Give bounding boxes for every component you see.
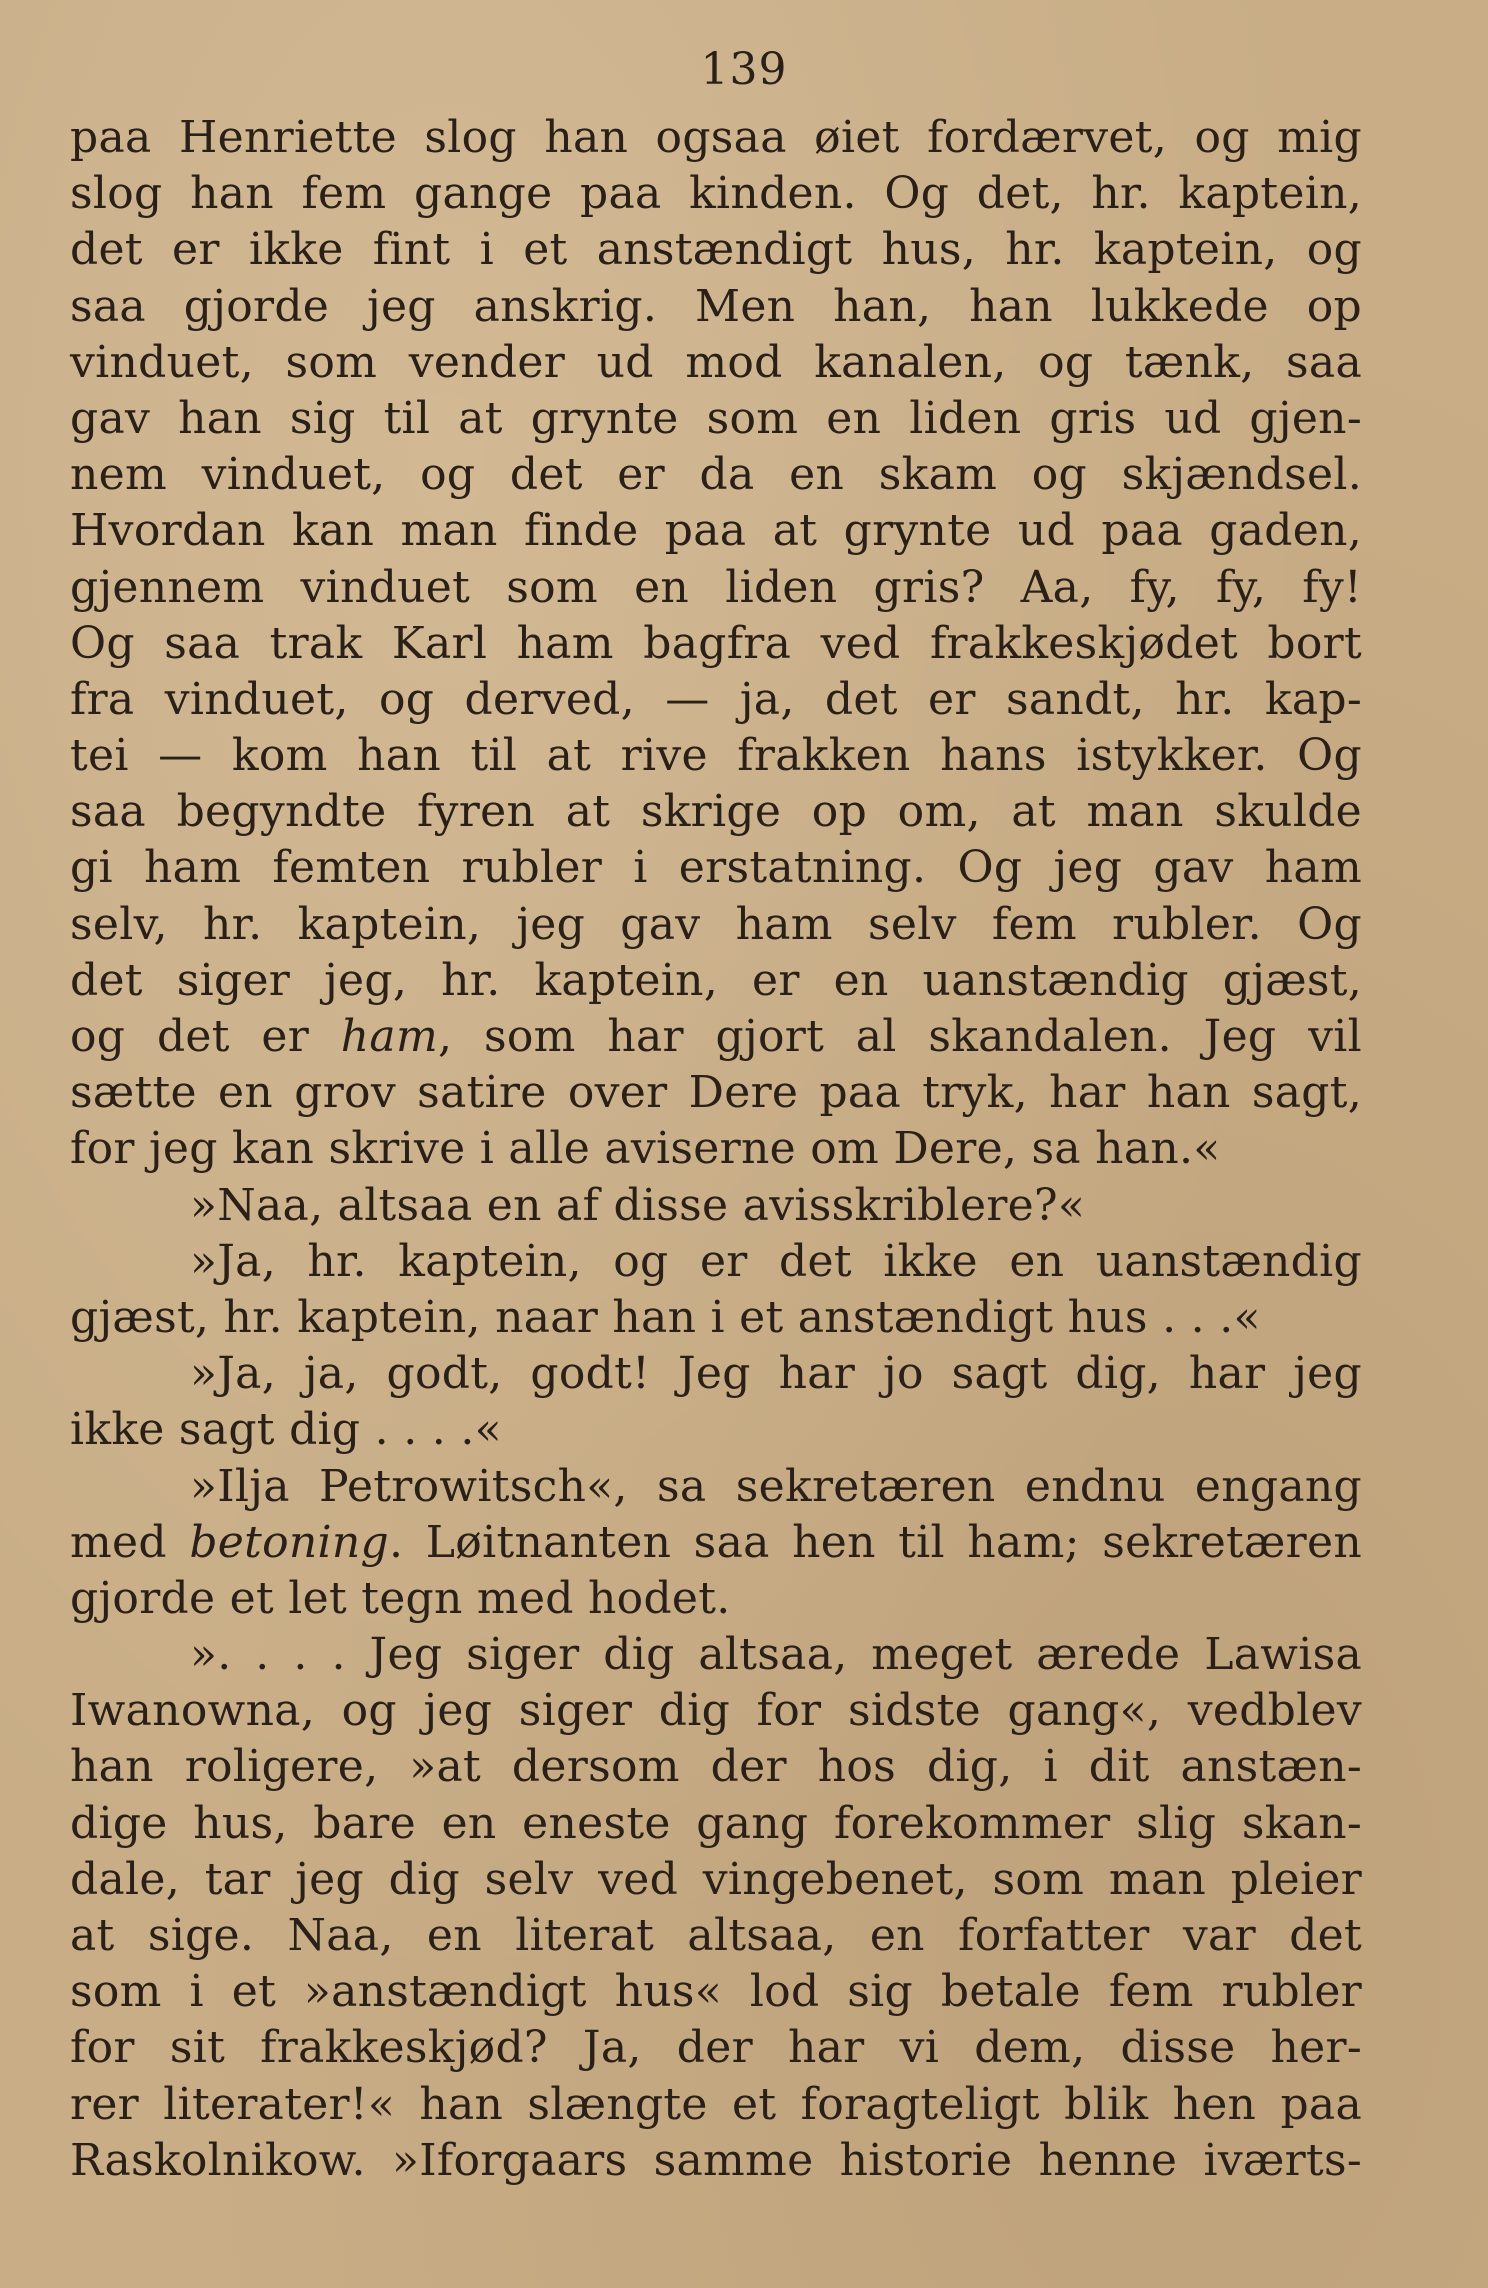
- text-line: paa Henriette slog han ogsaa øiet fordærvet, og mig: [70, 112, 1362, 163]
- text-line: fra vinduet, og derved, — ja, det er sandt, hr. kap-: [70, 673, 1362, 725]
- text-line: ikke sagt dig . . . .«: [70, 1404, 502, 1456]
- text-line: saa gjorde jeg anskrig. Men han, han lukkede op: [70, 280, 1362, 332]
- text-line: slog han fem gange paa kinden. Og det, hr. kaptein,: [70, 168, 1362, 220]
- text-line: han roligere, »at dersom der hos dig, i dit anstæn-: [70, 1741, 1362, 1793]
- text-line: gjorde et let tegn med hodet.: [70, 1572, 731, 1624]
- text-line: Hvordan kan man finde paa at grynte ud paa gaden,: [70, 505, 1362, 557]
- page-number: 139: [700, 44, 788, 95]
- text-line: vinduet, som vender ud mod kanalen, og tænk, saa: [70, 336, 1362, 388]
- text-line: gjennem vinduet som en liden gris? Aa, fy, fy, fy!: [70, 561, 1362, 613]
- text-line: gav han sig til at grynte som en liden gris ud gjen-: [70, 392, 1362, 444]
- text-line: dige hus, bare en eneste gang forekommer slig skan-: [70, 1797, 1362, 1849]
- text-line: dale, tar jeg dig selv ved vingebenet, som man pleier: [70, 1853, 1362, 1905]
- text-line: og det er ham, som har gjort al skandalen. Jeg vil: [70, 1011, 1362, 1062]
- text-line: sætte en grov satire over Dere paa tryk, har han sagt,: [70, 1067, 1362, 1119]
- body-text: [70, 110, 1362, 2189]
- text-line: rer literater!« han slængte et foragteligt blik hen paa: [70, 2078, 1362, 2130]
- text-line: »Ilja Petrowitsch«, sa sekretæren endnu engang: [190, 1460, 1362, 1512]
- text-line: nem vinduet, og det er da en skam og skjændsel.: [70, 449, 1362, 501]
- text-line: for sit frakkeskjød? Ja, der har vi dem, disse her-: [70, 2022, 1362, 2074]
- text-line: med betoning. Løitnanten saa hen til ham; sekretæren: [70, 1516, 1362, 1568]
- text-line: saa begyndte fyren at skrige op om, at man skulde: [70, 786, 1362, 838]
- text-line: Iwanowna, og jeg siger dig for sidste gang«, vedblev: [70, 1685, 1362, 1737]
- text-line: som i et »anstændigt hus« lod sig betale fem rubler: [70, 1966, 1362, 2018]
- text-line: selv, hr. kaptein, jeg gav ham selv fem rubler. Og: [70, 898, 1362, 950]
- text-line: for jeg kan skrive i alle aviserne om Dere, sa han.«: [70, 1123, 1221, 1175]
- text-line: at sige. Naa, en literat altsaa, en forfatter var det: [70, 1910, 1362, 1961]
- text-line: »Ja, hr. kaptein, og er det ikke en uanstændig: [190, 1235, 1362, 1287]
- text-line: »Ja, ja, godt, godt! Jeg har jo sagt dig, har jeg: [190, 1348, 1362, 1400]
- text-line: gjæst, hr. kaptein, naar han i et anstændigt hus . . .«: [70, 1291, 1261, 1343]
- text-line: gi ham femten rubler i erstatning. Og jeg gav ham: [70, 842, 1362, 894]
- text-line: ». . . . Jeg siger dig altsaa, meget ærede Lawisa: [190, 1629, 1362, 1681]
- text-line: tei — kom han til at rive frakken hans istykker. Og: [70, 730, 1362, 782]
- text-line: det siger jeg, hr. kaptein, er en uanstændig gjæst,: [70, 954, 1362, 1006]
- text-line: »Naa, altsaa en af disse avisskriblere?«: [190, 1179, 1086, 1231]
- text-line: det er ikke fint i et anstændigt hus, hr. kaptein, og: [70, 224, 1362, 276]
- text-line: Raskolnikow. »Iforgaars samme historie henne iværts-: [70, 2134, 1362, 2186]
- text-line: Og saa trak Karl ham bagfra ved frakkeskjødet bort: [70, 617, 1362, 669]
